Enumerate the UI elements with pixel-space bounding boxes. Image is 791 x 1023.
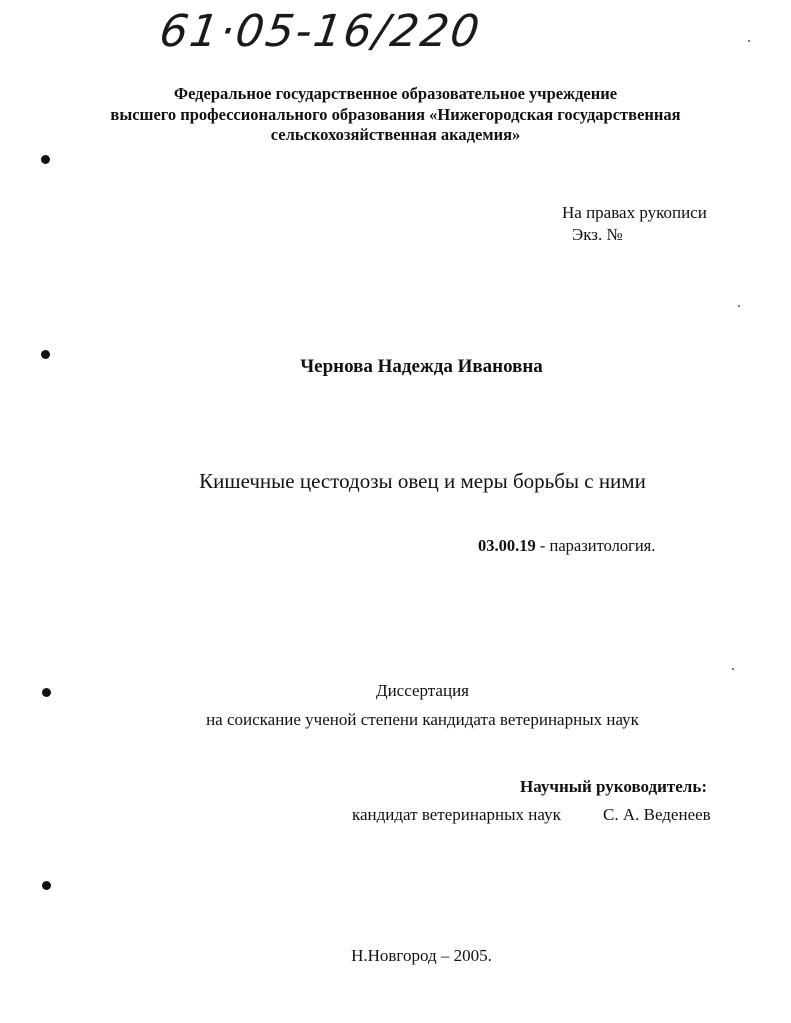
rights-line: На правах рукописи — [562, 203, 707, 222]
institution-line-3: сельскохозяйственная академия» — [270, 125, 521, 144]
binding-hole-mark — [41, 155, 50, 164]
manuscript-rights-block — [562, 202, 707, 246]
copy-number-line: Экз. № — [572, 225, 623, 244]
specialty-code: 03.00.19 — [478, 536, 536, 555]
institution-line-1: Федеральное государственное образовательное учреждение — [173, 84, 618, 103]
supervisor-heading: Научный руководитель: — [520, 777, 707, 796]
binding-hole-mark — [42, 881, 51, 890]
binding-hole-mark — [42, 688, 51, 697]
dissertation-label: Диссертация — [375, 681, 469, 700]
scan-speck — [738, 305, 740, 307]
specialty-name: - паразитология. — [535, 536, 656, 555]
institution-line-2: высшего профессионального образования «Нижегородская государственная — [110, 104, 681, 124]
city-year-footer: Н.Новгород – 2005. — [351, 946, 492, 965]
specialty-line — [478, 536, 655, 556]
binding-hole-mark — [41, 350, 50, 359]
degree-sought: на соискание ученой степени кандидата ветеринарных наук — [206, 710, 639, 729]
institution-header — [0, 84, 791, 146]
supervisor-name: С. А. Веденеев — [603, 805, 711, 824]
scan-speck — [748, 40, 750, 42]
handwritten-archive-number: 61·05-16/220 — [156, 6, 485, 57]
dissertation-description — [0, 676, 791, 734]
supervisor-degree: кандидат ветеринарных наук — [352, 805, 561, 824]
scan-speck — [732, 668, 734, 670]
dissertation-title: Кишечные цестодозы овец и меры борьбы с ними — [199, 469, 646, 493]
author-name: Чернова Надежда Ивановна — [300, 356, 543, 377]
